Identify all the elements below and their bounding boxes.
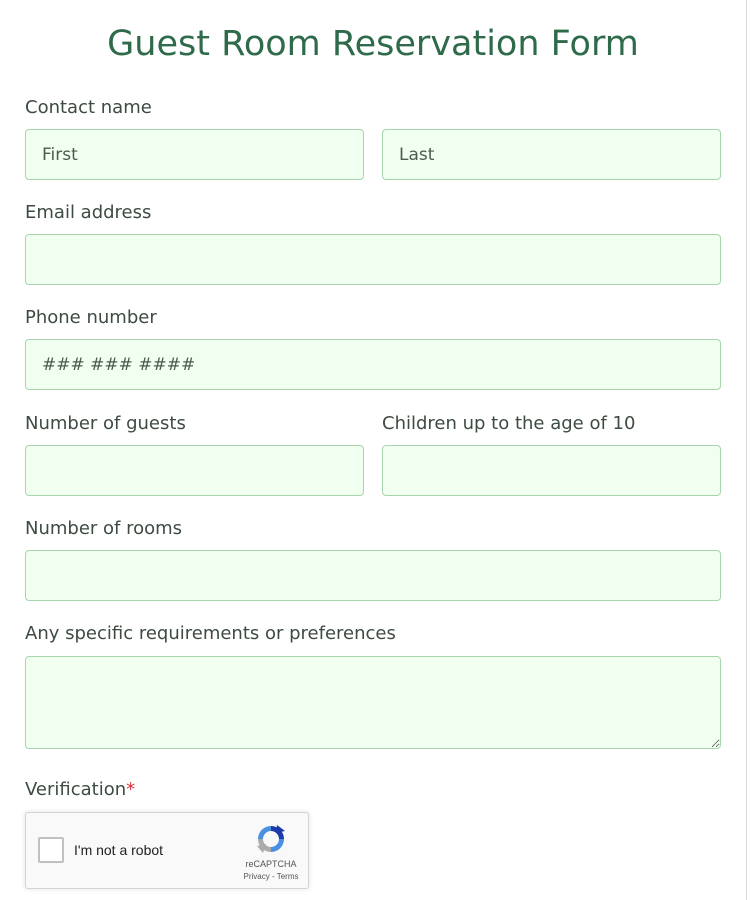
rooms-label: Number of rooms <box>25 518 183 539</box>
privacy-link[interactable]: Privacy <box>243 872 270 881</box>
phone-input[interactable] <box>25 339 721 390</box>
form-title: Guest Room Reservation Form <box>107 24 639 64</box>
page-divider-line <box>746 0 747 900</box>
recaptcha-widget <box>25 812 309 889</box>
required-marker: * <box>126 779 136 800</box>
email-input[interactable] <box>25 234 721 285</box>
guests-label: Number of guests <box>25 413 186 434</box>
first-name-input[interactable] <box>25 129 364 180</box>
email-label: Email address <box>25 202 152 223</box>
terms-link[interactable]: Terms <box>276 872 299 881</box>
last-name-input[interactable] <box>382 129 721 180</box>
recaptcha-brand: reCAPTCHA <box>245 859 297 869</box>
children-label: Children up to the age of 10 <box>382 413 636 434</box>
recaptcha-checkbox-label: I'm not a robot <box>74 842 164 858</box>
recaptcha-logo-icon <box>255 823 287 855</box>
recaptcha-checkbox[interactable] <box>38 837 64 863</box>
requirements-textarea[interactable] <box>25 656 721 749</box>
contact-name-label: Contact name <box>25 97 152 118</box>
children-input[interactable] <box>382 445 721 496</box>
verification-label-text: Verification <box>25 779 127 800</box>
guests-input[interactable] <box>25 445 364 496</box>
phone-label: Phone number <box>25 307 157 328</box>
links-separator: - <box>269 872 277 881</box>
requirements-label: Any specific requirements or preferences <box>25 623 396 644</box>
verification-label <box>25 779 135 800</box>
recaptcha-links <box>226 872 316 881</box>
rooms-input[interactable] <box>25 550 721 601</box>
